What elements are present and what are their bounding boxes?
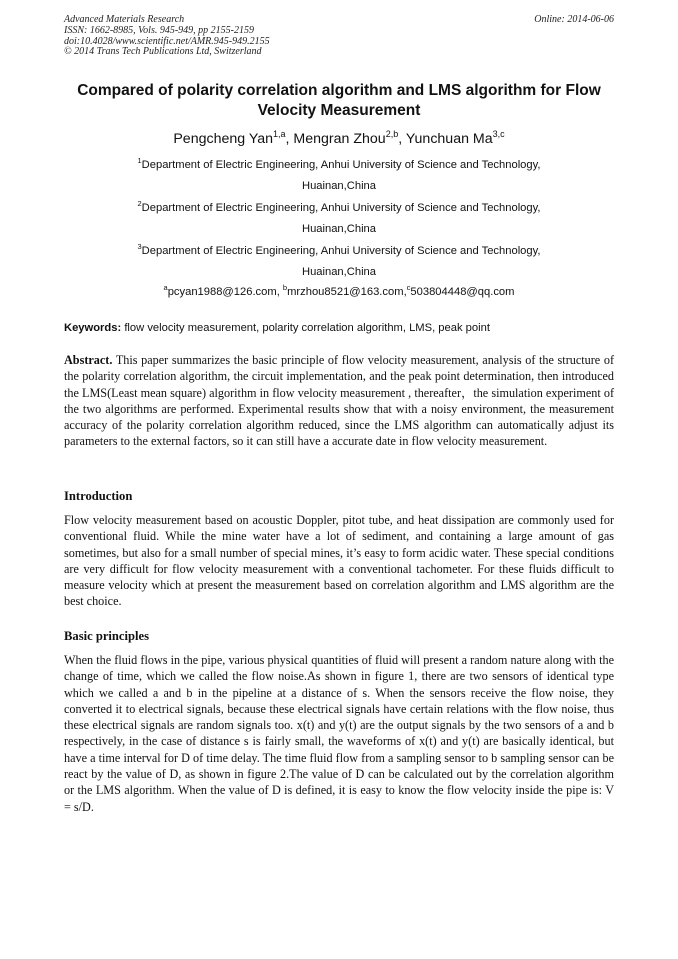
author-2: Mengran Zhou$^{2,b}$,	[293, 129, 406, 147]
affiliation-1-city: Huainan,China	[301, 180, 376, 193]
email-list	[0, 284, 678, 300]
affiliation-1: $^1$Department of Electric Engineering, Anhui University of Science and Technology,	[137, 156, 541, 171]
author-1: Pengcheng Yan$^{1,a}$,	[173, 129, 294, 147]
basic-principles-paragraph	[64, 652, 614, 815]
keywords-text: flow velocity measurement, polarity correlation algorithm, LMS, peak point	[124, 322, 490, 334]
introduction-text: Flow velocity measurement based on acoustic Doppler, pitot tube, and heat dissipation are commonly used for conventional fluid. While the mine water have a lot of sediment, and containing a large amount of gas sometimes, but also for a small number of special mines, it’s easy to form acidic water. These special conditions are very difficult for flow velocity measurement with a conventional tachometer. For these fluids difficult to measure velocity which at present the measurement based on correlation algorithm and LMS algorithm are the best choice.	[64, 513, 614, 609]
keywords	[64, 320, 614, 336]
email-c: $^c$503804448@qq.com	[406, 283, 515, 298]
section-heading-introduction: Introduction	[64, 489, 133, 503]
basic-principles-text: When the fluid flows in the pipe, various physical quantities of fluid will present a random nature along with the change of time, which we called the flow noise.As shown in figure 1, there are two sensors of identical type which we called a and b in the pipeline at a distance of s. When the sensors receive the flow noise, they converted it to electrical signals, because these electrical signals have certain relations with the flow noise, thus these electrical signals are random signals too. x(t) and y(t) are the output signals by the two sensors of a and b respectively, in the case of distance s is fairly small, the waveforms of x(t) and y(t) are basically identical, but have a time interval for D of time delay. The time fluid flow from a sampling sensor to b sampling sensor can be react by the value of D, as shown in figure 2.The value of D can be calculated out by the correlation algorithm or the LMS algorithm. When the value of D is defined, it is easy to know the flow velocity inside the pipe is:	[64, 653, 614, 798]
affiliation-3: $^3$Department of Electric Engineering, Anhui University of Science and Technology,	[137, 241, 541, 257]
affiliation-3-city: Huainan,China	[301, 266, 376, 279]
issn-line: ISSN: 1662-8985, Vols. 945-949, pp 2155-2159	[64, 24, 254, 36]
doi-line: doi:10.4028/www.scientific.net/AMR.945-949.2155	[64, 35, 270, 47]
email-b: $^b$mrzhou8521@163.com,	[282, 283, 407, 298]
affiliation-list	[0, 155, 678, 283]
abstract-text: This paper summarizes the basic principle of flow velocity measurement, analysis of the structure of the polarity correlation algorithm, the circuit implementation, and the peak point determination, then introduced the LMS(Least mean square) algorithm in flow velocity measurement , thereafter，the simulation experiment of the two algorithms are performed. Experimental results show that with a noisy environment, the measurement accuracy of the polarity correlation algorithm reduced, since the LMS algorithm can automatically adjust its parameters to the external factors, so it can still have a accurate date in flow velocity measurement.	[64, 353, 615, 449]
affiliation-2-city: Huainan,China	[301, 223, 376, 236]
affiliation-2: $^2$Department of Electric Engineering, Anhui University of Science and Technology,	[137, 198, 541, 214]
author-3: Yunchuan Ma$^{3,c}$	[405, 129, 505, 147]
abstract	[64, 352, 614, 450]
paper-title: Compared of polarity correlation algorithm and LMS algorithm for Flow Velocity Measurement	[77, 82, 601, 119]
section-heading-basic-principles: Basic principles	[64, 629, 150, 643]
velocity-formula: V = s/D.	[64, 783, 614, 814]
journal-name: Advanced Materials Research	[64, 14, 185, 25]
keywords-label: Keywords:	[64, 322, 122, 334]
online-date: Online: 2014-06-06	[534, 14, 614, 25]
author-list	[0, 130, 678, 148]
email-a: $^a$pcyan1988@126.com,	[163, 283, 283, 298]
abstract-label: Abstract.	[64, 353, 113, 367]
copyright-line: © 2014 Trans Tech Publications Ltd, Switzerland	[64, 46, 262, 58]
journal-header	[64, 15, 270, 58]
